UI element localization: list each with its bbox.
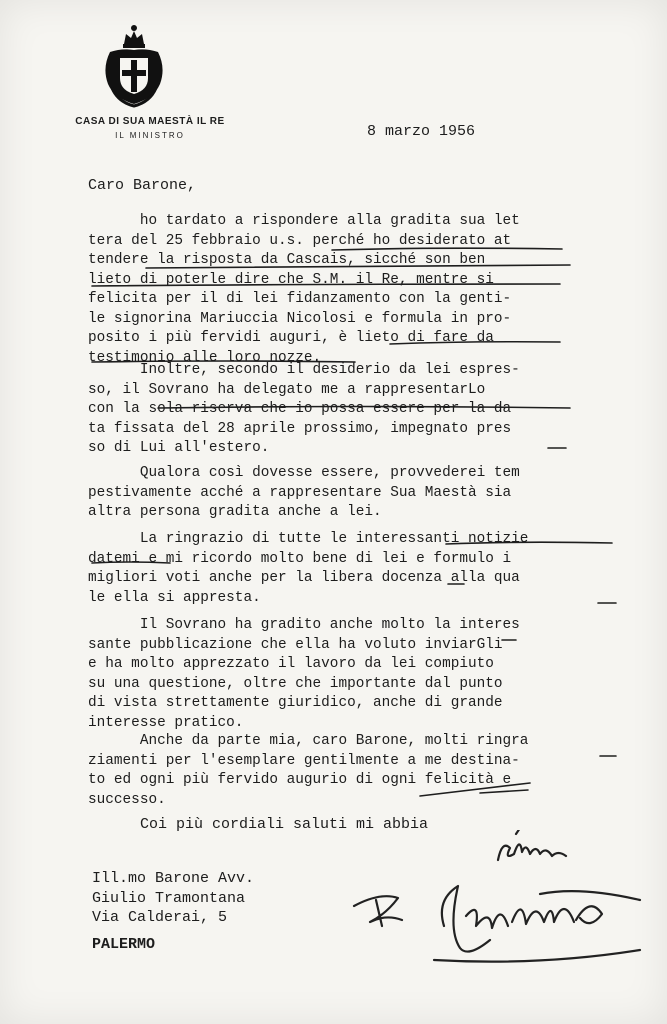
- paragraph-3: Qualora così dovesse essere, provvederei tem pestivamente acché a rappresentare Sua Maestà sia altra persona gradita anche a lei.: [88, 465, 520, 520]
- recipient-address: Ill.mo Barone Avv. Giulio Tramontana Via Calderai, 5: [92, 870, 255, 926]
- paragraph-6: Anche da parte mia, caro Barone, molti ringra ziamenti per l'esemplare gentilmente a me destina- to ed ogni più fervido augurio di ogni felicità e successo.: [88, 733, 529, 808]
- royal-crest-icon: [98, 22, 170, 110]
- paragraph-5: Il Sovrano ha gradito anche molto la interes sante pubblicazione che ella ha voluto inviarGli e ha molto apprezzato il lavoro da lei compiuto su una questione, oltre che importante dal punto di vista strettamente giuridico, anche di grande interesse pratico.: [88, 617, 520, 731]
- letterhead: [40, 116, 260, 140]
- closing-line: Coi più cordiali saluti mi abbia: [140, 816, 429, 833]
- letterhead-subtitle: IL MINISTRO: [115, 131, 185, 140]
- salutation: Caro Barone,: [88, 177, 197, 194]
- paragraph-4: La ringrazio di tutte le interessanti notizie datemi e mi ricordo molto bene di lei e formulo i migliori voti anche per la libera docenza alla qua le ella si appresta.: [88, 531, 529, 606]
- handwritten-signature: [340, 830, 650, 980]
- paragraph-1: ho tardato a rispondere alla gradita sua let tera del 25 febbraio u.s. perché ho desiderato at tendere la risposta da Cascais, sicché son ben lieto di poterle dire che S.M. il Re, mentre si felicita per il di lei fidanzamento con la genti- le signorina Mariuccia Nicolosi e formula in pro- posito i più fervidi auguri, è lieto di fare da testimonio alle loro nozze.: [88, 213, 520, 366]
- recipient-city: PALERMO: [92, 936, 156, 953]
- letterhead-title: CASA DI SUA MAESTÀ IL RE: [75, 116, 225, 127]
- paragraph-2: Inoltre, secondo il desiderio da lei espres- so, il Sovrano ha delegato me a rappresentarLo con la sola riserva che io possa essere per la da ta fissata del 28 aprile prossimo, impegnato pres so di Lui all'estero.: [88, 362, 520, 456]
- letter-date: 8 marzo 1956: [367, 123, 476, 140]
